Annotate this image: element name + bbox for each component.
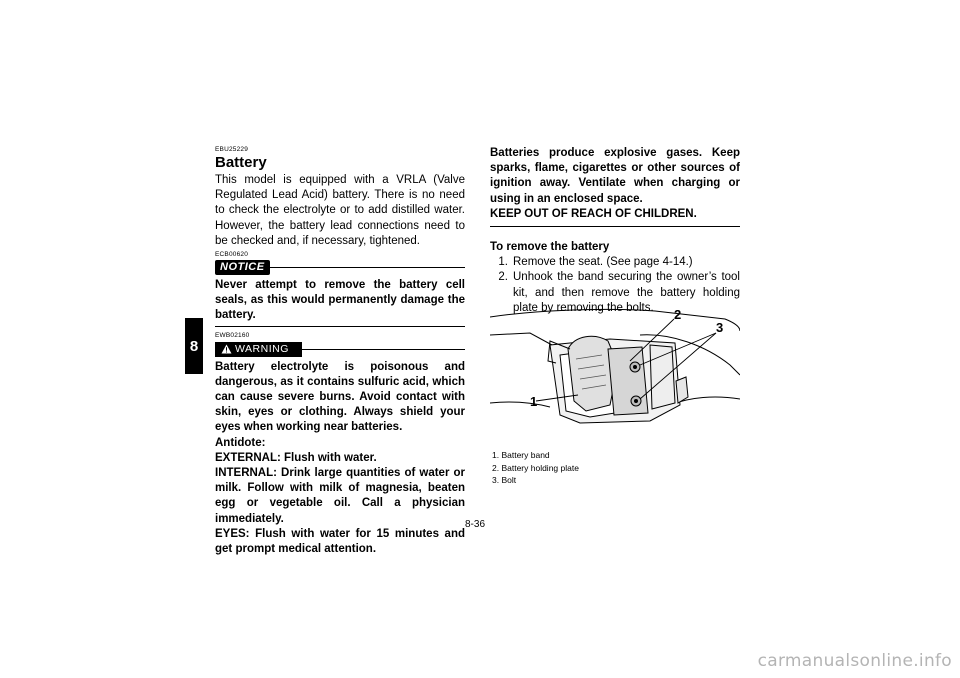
warning-header [215,342,465,357]
battery-intro: This model is equipped with a VRLA (Valve Regulated Lead Acid) battery. There is no need to check the electrolyte or to add distilled water. However, the battery lead connections need to be checked and, if necessary, tightened. [215,174,465,247]
figure-captions [492,449,579,487]
notice-code: ECB00620 [215,251,249,259]
step-item [490,255,740,270]
notice-badge: NOTICE [215,260,270,275]
warning-text: Battery electrolyte is poisonous and dangerous, as it contains sulfuric acid, which can cause severe burns. Avoid contact with skin, eyes or clothing. Always shield your eyes when working near batteries. [215,360,465,434]
callout-2: 2 [674,307,682,322]
warning-rule [302,349,465,350]
battery-section-code: EBU25229 [215,146,249,153]
remove-battery-heading: To remove the battery [490,241,610,254]
warning-code: EWB02160 [215,331,250,339]
caption-item: 3. Bolt [492,475,517,485]
step-number: 2. [498,271,508,284]
caption-item: 2. Battery holding plate [492,462,579,473]
chapter-tab: 8 [185,318,203,374]
notice-text: Never attempt to remove the battery cell seals, as this would permanently damage the battery. [215,279,465,322]
step-text: Remove the seat. (See page 4-14.) [513,256,693,269]
battery-illustration [490,305,740,441]
antidote-label: Antidote: [215,436,266,449]
warning-badge [215,342,302,357]
callout-1: 1 [530,394,538,409]
keep-out-text: KEEP OUT OF REACH OF CHILDREN. [490,207,697,220]
page-number: 8-36 [465,519,486,530]
caption-item: 1. Battery band [492,450,550,460]
callout-3: 3 [716,320,724,335]
step-text: Unhook the band securing the owner’s tool kit, and then remove the battery holding plate by removing the bolts. [513,271,740,314]
battery-heading: Battery [215,154,267,171]
warning-end-rule [490,226,740,227]
step-number: 1. [498,256,508,269]
antidote-eyes: EYES: Flush with water for 15 minutes and get prompt medical attention. [215,527,465,556]
warning-continued: Batteries produce explosive gases. Keep sparks, flame, cigarettes or other sources of ignition away. Ventilate when charging or using in an enclosed space. [490,147,740,205]
notice-header [215,260,465,275]
antidote-internal: INTERNAL: Drink large quantities of water or milk. Follow with milk of magnesia, beaten egg or vegetable oil. Call a physician immediately. [215,467,465,525]
warning-label: WARNING [235,342,289,355]
right-column [490,146,740,316]
notice-rule [270,267,465,268]
antidote-external: EXTERNAL: Flush with water. [215,451,377,464]
watermark: carmanualsonline.info [757,651,952,671]
warning-triangle-icon [221,344,232,354]
left-column [215,146,465,557]
notice-end-rule [215,326,465,327]
